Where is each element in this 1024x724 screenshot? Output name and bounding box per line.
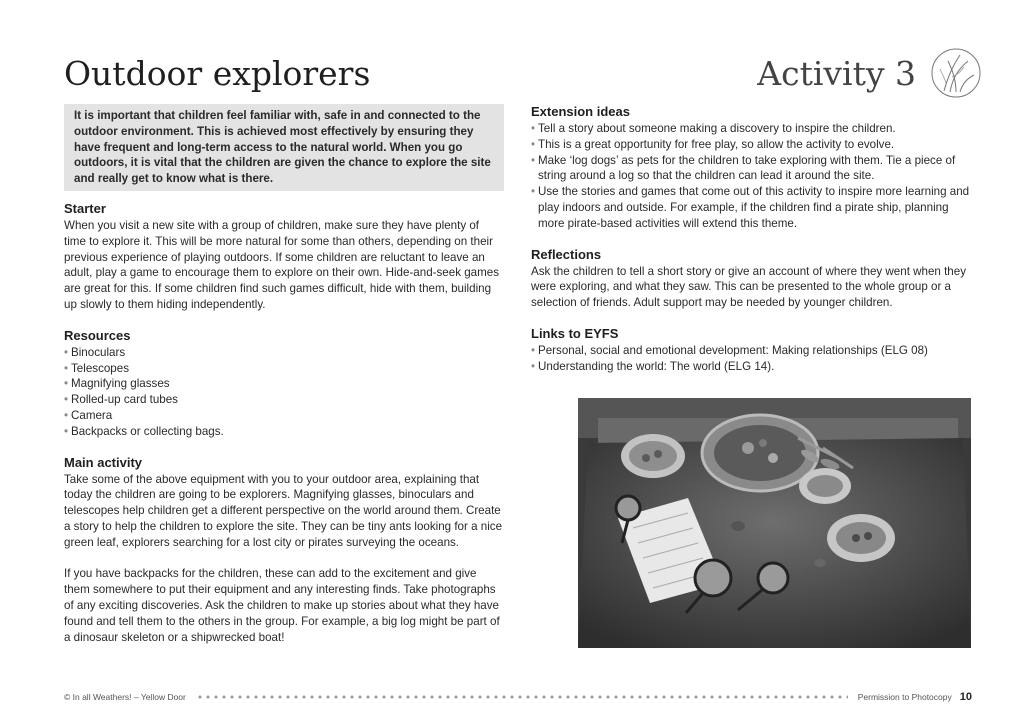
resources-list	[64, 345, 504, 440]
main-activity-section	[64, 455, 504, 646]
activity-photo	[578, 398, 971, 648]
links-heading: Links to EYFS	[531, 325, 619, 341]
list-item: • Make ‘log dogs’ as pets for the children to take exploring with them. Tie a piece of string around a log so that the children can lead it around the site.	[531, 153, 971, 185]
main-activity-heading: Main activity	[64, 454, 143, 470]
list-item: • Understanding the world: The world (ELG 14).	[531, 359, 971, 375]
reflections-section	[531, 247, 971, 311]
activity-label: Activity 3	[757, 54, 916, 93]
list-item: • Camera	[64, 408, 504, 424]
footer-dots	[196, 694, 848, 700]
main-activity-paragraph: If you have backpacks for the children, these can add to the excitement and give them somewhere to put their equipment and any interesting finds. Take photographs of any exciting discoveries. Ask the children to make up stories about what they have found and tell them to the others in the group. For example, a big log might be part of a dinosaur skeleton or a shipwrecked boat!	[64, 567, 500, 644]
list-item: • Binoculars	[64, 345, 504, 361]
reflections-text: Ask the children to tell a short story or give an account of where they went when they were exploring, and what they saw. This can be presented to the whole group or a selection of friends. Adult support may be needed by younger children.	[531, 264, 966, 310]
list-item: • Personal, social and emotional development: Making relationships (ELG 08)	[531, 343, 971, 359]
right-column	[531, 104, 971, 390]
list-item: • Telescopes	[64, 361, 504, 377]
list-item: • Tell a story about someone making a discovery to inspire the children.	[531, 121, 971, 137]
extension-list	[531, 121, 971, 232]
footer-copyright: © In all Weathers! – Yellow Door	[64, 692, 186, 702]
list-item: • Use the stories and games that come out of this activity to inspire more learning and play indoors and outside. For example, if the children find a pirate ship, planning more pirate-based activities will extend this theme.	[531, 184, 971, 231]
extension-heading: Extension ideas	[531, 104, 630, 119]
reflections-heading: Reflections	[531, 246, 602, 262]
grass-reed-icon	[930, 47, 982, 99]
starter-section	[64, 201, 504, 313]
links-list	[531, 343, 971, 375]
page-title: Outdoor explorers	[64, 54, 371, 93]
footer-permission: Permission to Photocopy	[857, 692, 952, 702]
list-item: • Rolled-up card tubes	[64, 392, 504, 408]
extension-section	[531, 104, 971, 232]
resources-section	[64, 328, 504, 440]
starter-heading: Starter	[64, 200, 106, 216]
photo-illustration	[578, 398, 971, 648]
left-column	[64, 104, 504, 660]
starter-text: When you visit a new site with a group of children, make sure they have plenty of time to explore it. This will be more natural for some than others, depending on their previous experience of playing outdoors. If some children are reluctant to leave an adult, play a game to encourage them to explore on their own. Hide-and-seek games are great for this. If some children find such games difficult, hide with them, building up slowly to them hiding independently.	[64, 218, 500, 311]
list-item: • This is a great opportunity for free play, so allow the activity to evolve.	[531, 137, 971, 153]
list-item: • Backpacks or collecting bags.	[64, 424, 504, 440]
intro-box: It is important that children feel familiar with, safe in and connected to the outdoor environment. This is achieved most effectively by ensuring they have frequent and long-term access to the natural world. When you go outdoors, it is vital that the children are given the chance to explore the site and really get to know what is there.	[64, 104, 504, 191]
footer	[64, 691, 972, 703]
resources-heading: Resources	[64, 327, 131, 343]
page-number: 10	[959, 691, 972, 703]
main-activity-paragraph: Take some of the above equipment with you to your outdoor area, explaining that today the children are going to be explorers. Magnifying glasses, binoculars and telescopes help children get a different perspective on the world around them. Create a story to help the children to explore the site. They can be tiny ants looking for a nice green leaf, explorers searching for a lost city or pirates surveying the oceans.	[64, 472, 503, 549]
list-item: • Magnifying glasses	[64, 376, 504, 392]
links-section	[531, 326, 971, 375]
